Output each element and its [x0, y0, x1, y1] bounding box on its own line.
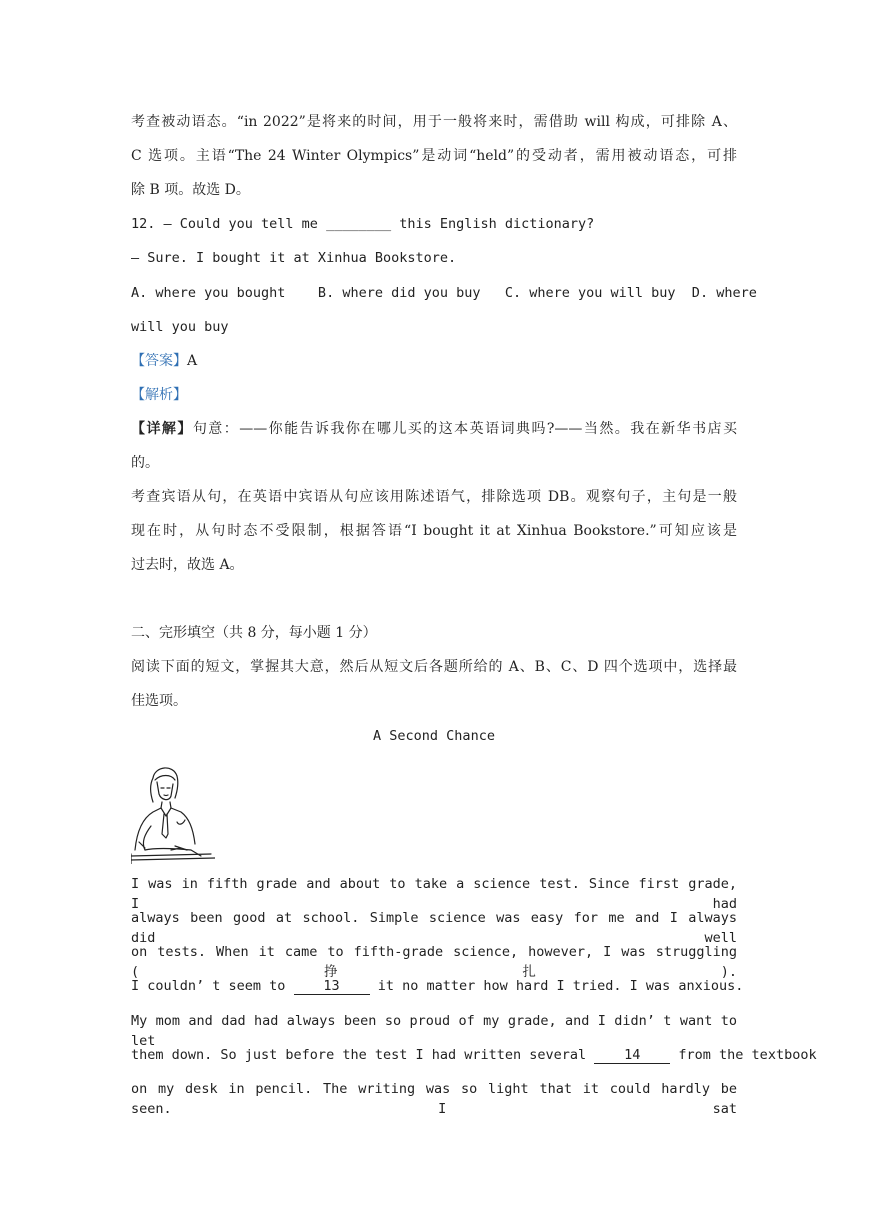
passage-p2-line3: on my desk in pencil. The writing was so light that it could hardly be seen. I sat	[131, 1081, 737, 1117]
detail-line2: 的。	[131, 455, 159, 471]
passage-p1-line3: on tests. When it came to fifth-grade science, however, I was struggling (挣扎).	[131, 944, 737, 980]
passage-p1-line1: I was in fifth grade and about to take a science test. Since first grade, I had	[131, 876, 737, 912]
detail-text: 句意：——你能告诉我你在哪儿买的这本英语词典吗?——当然。我在新华书店买	[192, 421, 738, 437]
girl-at-desk-illustration	[131, 764, 215, 864]
passage-p2-line2	[131, 1045, 817, 1065]
para1-line1: 考查被动语态。“in 2022”是将来的时间，用于一般将来时，需借助 will 构成，可排除 A、	[131, 114, 737, 130]
blank-14: 14	[594, 1047, 670, 1064]
question-12: 12. — Could you tell me ________ this English dictionary?	[131, 216, 595, 232]
passage-p1-line4-start: I couldn’ t seem to	[131, 978, 294, 994]
passage-p1-line4	[131, 976, 743, 996]
section-instructions-line1: 阅读下面的短文，掌握其大意，然后从短文后各题所给的 A、B、C、D 四个选项中，选择最	[131, 659, 737, 675]
explain-line2: 现在时，从句时态不受限制，根据答语“I bought it at Xinhua Bookstore.”可知应该是	[131, 523, 737, 539]
question-12-reply: — Sure. I bought it at Xinhua Bookstore.	[131, 250, 457, 266]
blank-13: 13	[294, 978, 370, 995]
answer-tag: 【答案】	[131, 353, 187, 369]
section-heading: 二、完形填空（共 8 分，每小题 1 分）	[131, 625, 377, 641]
section-instructions-line2: 佳选项。	[131, 693, 187, 709]
detail-line1	[131, 419, 737, 439]
detail-tag: 【详解】	[131, 421, 193, 437]
passage-p2-line2-end: from the textbook	[670, 1047, 817, 1063]
passage-p2-line1: My mom and dad had always been so proud of my grade, and I didn’ t want to let	[131, 1013, 737, 1049]
passage-p1-line4-end: it no matter how hard I tried. I was anxious.	[369, 978, 744, 994]
passage-title: A Second Chance	[373, 728, 495, 744]
para1-line2: C 选项。主语“The 24 Winter Olympics”是动词“held”的受动者，需用被动语态，可排	[131, 148, 737, 164]
answer-line	[131, 351, 197, 371]
question-12-options-line2: will you buy	[131, 319, 229, 335]
answer-value: A	[187, 353, 198, 369]
para1-line3: 除 B 项。故选 D。	[131, 182, 250, 198]
explain-line3: 过去时，故选 A。	[131, 557, 244, 573]
passage-p1-line2: always been good at school. Simple science was easy for me and I always did well	[131, 910, 737, 946]
explain-line1: 考查宾语从句，在英语中宾语从句应该用陈述语气，排除选项 DB。观察句子，主句是一般	[131, 489, 737, 505]
passage-p2-line2-start: them down. So just before the test I had written several	[131, 1047, 595, 1063]
question-12-options-line1: A. where you bought B. where did you buy C. where you will buy D. where	[131, 285, 757, 301]
analysis-tag: 【解析】	[131, 387, 187, 403]
